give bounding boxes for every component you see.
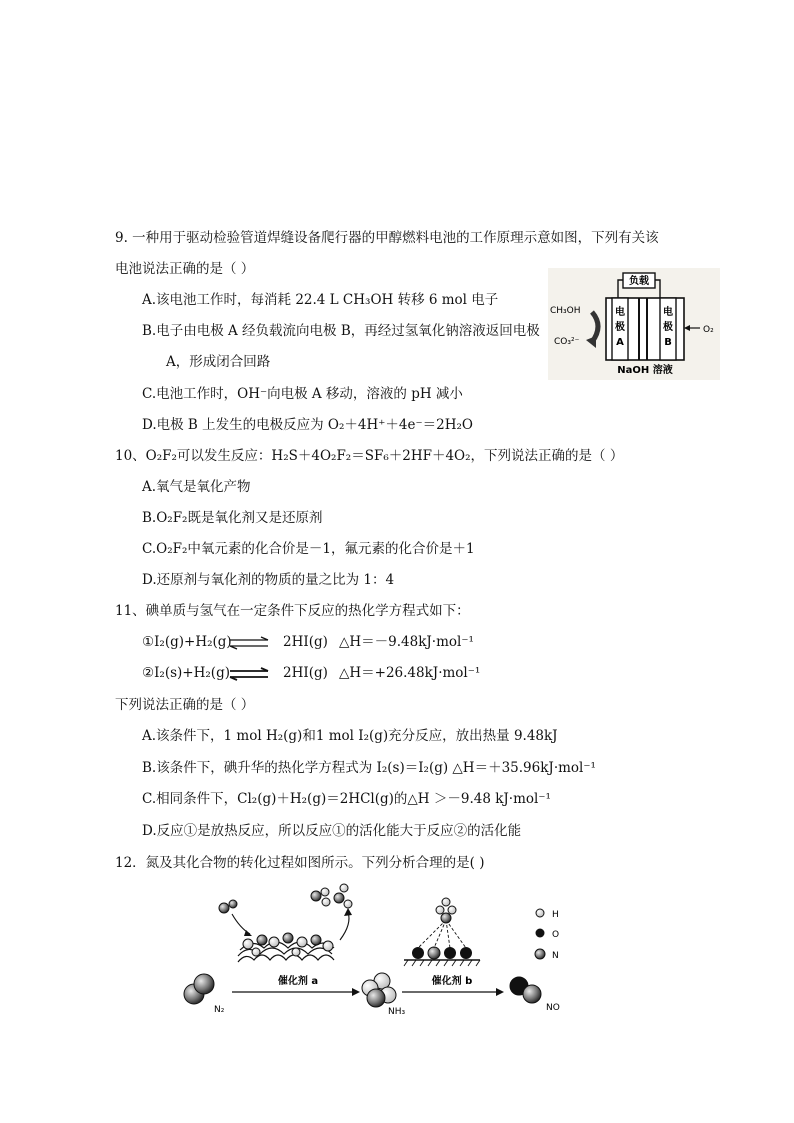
q11-eq1-left: ①I₂(g)+H₂(g): [142, 634, 232, 650]
legend-o-icon: [536, 929, 545, 938]
q11-stem: 11、碘单质与氢气在一定条件下反应的热化学方程式如下：: [115, 603, 470, 619]
nh3-product-icon: [311, 884, 352, 908]
q11-option-d: D.反应①是放热反应，所以反应①的活化能大于反应②的活化能: [142, 823, 522, 839]
q11-eq2-dh: △H＝+26.48kJ·mol⁻¹: [339, 665, 481, 681]
ch3oh-label: CH₃OH: [550, 306, 581, 316]
q11-option-c: C.相同条件下，Cl₂(g)＋H₂(g)＝2HCl(g)的△H ＞－9.48 kJ·mol⁻¹: [142, 791, 551, 807]
q11-ask: 下列说法正确的是（ ）: [115, 697, 255, 713]
electrode-a-char-3: A: [616, 337, 624, 348]
no-molecule: [510, 977, 541, 1003]
q9-option-b-line1: B.电子由电极 A 经负载流向电极 B，再经过氢氧化钠溶液返回电极: [142, 323, 540, 339]
co3-label: CO₃²⁻: [554, 337, 580, 347]
q10-option-c: C.O₂F₂中氧元素的化合价是－1，氟元素的化合价是＋1: [142, 541, 475, 557]
q10-stem: 10、O₂F₂可以发生反应：H₂S＋4O₂F₂＝SF₆＋2HF＋4O₂，下列说法正确的是（ ）: [115, 448, 624, 464]
q11-option-a: A.该条件下，1 mol H₂(g)和1 mol I₂(g)充分反应，放出热量 9.48kJ: [142, 728, 558, 744]
electrode-b-char-1: 电: [663, 307, 673, 318]
q11-eq1-dh: △H＝－9.48kJ·mol⁻¹: [339, 634, 474, 650]
q10-option-d: D.还原剂与氧化剂的物质的量之比为 1：4: [142, 572, 395, 588]
legend-h-label: H: [552, 910, 559, 920]
legend-n-label: N: [552, 951, 559, 961]
equilibrium-arrow-icon: [228, 636, 270, 650]
no-label: NO: [546, 1003, 560, 1013]
q9-option-a: A.该电池工作时，每消耗 22.4 L CH₃OH 转移 6 mol 电子: [142, 292, 499, 308]
q9-option-c: C.电池工作时，OH⁻向电极 A 移动，溶液的 pH 减小: [142, 386, 463, 402]
naoh-label: NaOH 溶液: [617, 365, 673, 376]
n2-label: N₂: [214, 1005, 225, 1015]
q9-option-d: D.电极 B 上发生的电极反应为 O₂＋4H⁺＋4e⁻＝2H₂O: [142, 417, 473, 433]
o2-label: O₂: [703, 325, 714, 335]
legend-n-icon: [535, 949, 545, 959]
q9-stem-line2: 电池说法正确的是（ ）: [115, 261, 255, 277]
q10-option-a: A.氧气是氧化产物: [142, 479, 251, 495]
q11-eq2-right: 2HI(g): [283, 665, 328, 681]
nitrogen-conversion-diagram: [176, 880, 596, 1015]
nh3-label: NH₃: [388, 1007, 406, 1015]
q12-stem: 12．氮及其化合物的转化过程如图所示。下列分析合理的是( ): [115, 855, 485, 871]
atom-legend: [535, 909, 559, 961]
nh3-molecule: [362, 973, 396, 1007]
catalyst-b-label: 催化剂 b: [431, 976, 473, 987]
catalyst-b-surface: [404, 898, 480, 966]
catalyst-a-surface: [238, 933, 334, 962]
electrode-a-char-2: 极: [615, 322, 625, 333]
electrode-b-char-3: B: [664, 337, 672, 348]
n2-molecule: [184, 974, 214, 1004]
equilibrium-arrow-icon: [228, 667, 270, 681]
q11-option-b: B.该条件下，碘升华的热化学方程式为 I₂(s)＝I₂(g) △H＝＋35.96kJ·mol⁻¹: [142, 760, 596, 776]
catalyst-a-label: 催化剂 a: [277, 976, 319, 987]
q11-eq1-right: 2HI(g): [283, 634, 328, 650]
electrode-a-char-1: 电: [615, 307, 625, 318]
q10-option-b: B.O₂F₂既是氧化剂又是还原剂: [142, 510, 323, 526]
q9-option-b-line2: A，形成闭合回路: [166, 354, 271, 370]
q11-eq2-left: ②I₂(s)+H₂(g): [142, 665, 230, 681]
q9-stem-line1: 9. 一种用于驱动检验管道焊缝设备爬行器的甲醇燃料电池的工作原理示意如图，下列有关该: [115, 230, 659, 246]
fuel-cell-diagram: [548, 268, 720, 380]
legend-o-label: O: [552, 930, 560, 940]
electrode-b-char-2: 极: [663, 322, 673, 333]
legend-h-icon: [536, 909, 544, 917]
load-label: 负载: [629, 276, 649, 287]
